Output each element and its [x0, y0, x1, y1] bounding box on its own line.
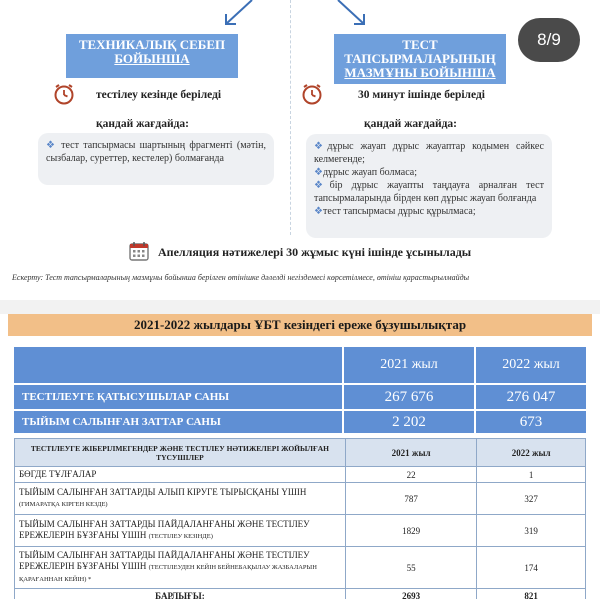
row-2021: 1829 — [346, 515, 478, 546]
heading-line: МАЗМҰНЫ БОЙЫНША — [344, 65, 496, 80]
row-2021: 22 — [346, 467, 478, 482]
list-item: ❖ тест тапсырмасы шартының фрагменті (мәтін, сызбалар, суреттер, кестелер) болмағанда — [46, 140, 266, 164]
heading-line: ТЕСТ — [402, 37, 438, 52]
row-2021: 55 — [346, 547, 478, 588]
table-row — [15, 547, 585, 589]
prohibited-2021: 2 202 — [344, 411, 476, 433]
list-item: ❖тест тапсырмасы дұрыс құрылмаса; — [314, 206, 476, 217]
technical-reason-heading — [66, 34, 238, 78]
heading-line: ТАПСЫРМАЛАРЫНЫҢ — [344, 51, 496, 66]
content-conditions-list — [306, 134, 552, 238]
participants-2022: 276 047 — [476, 385, 586, 409]
prohibited-2022: 673 — [476, 411, 586, 433]
header-empty-cell — [14, 347, 344, 383]
heading-line: БОЙЫНША — [114, 51, 190, 66]
content-conditions-title: қандай жағдайда: — [364, 118, 457, 130]
arrow-down-left-icon — [218, 0, 258, 30]
year-2022-header: 2022 жыл — [476, 347, 586, 383]
diamond-bullet-icon: ❖ — [314, 141, 328, 152]
row-2021: 787 — [346, 483, 478, 514]
participants-2021: 267 676 — [344, 385, 476, 409]
total-2022: 821 — [524, 591, 538, 599]
list-item: ❖дұрыс жауап дұрыс жауаптар кодымен сәйкес келмегенде; — [314, 141, 544, 165]
alarm-clock-icon — [52, 82, 76, 106]
column-divider — [290, 0, 291, 235]
alarm-clock-icon — [300, 82, 324, 106]
table-row — [15, 483, 585, 515]
calendar-icon — [128, 240, 150, 262]
image-separator — [0, 300, 600, 314]
technical-conditions-title: қандай жағдайда: — [96, 118, 189, 130]
arrow-down-right-icon — [332, 0, 372, 30]
row-label: ТЫЙЫМ САЛЫНҒАН ЗАТТАРДЫ ПАЙДАЛАНҒАНЫ ЖӘНЕ ТЕСТІЛЕУ ЕРЕЖЕЛЕРІН БҰЗҒАНЫ ҮШІН (ТЕСТІЛЕУ КЕЗІНДЕ) — [15, 515, 346, 546]
diamond-bullet-icon: ❖ — [314, 167, 323, 178]
prohibited-items-row — [14, 411, 586, 433]
prohibited-label: ТЫЙЫМ САЛЫНҒАН ЗАТТАР САНЫ — [14, 411, 344, 433]
diamond-bullet-icon: ❖ — [46, 140, 62, 151]
year-2021-header: 2021 жыл — [344, 347, 476, 383]
summary-header-row — [14, 347, 586, 383]
diamond-bullet-icon: ❖ — [314, 180, 330, 191]
heading-line: ТЕХНИКАЛЫҚ СЕБЕП — [78, 37, 226, 52]
technical-timing: тестілеу кезінде беріледі — [96, 89, 222, 101]
content-reason-heading — [334, 34, 506, 84]
footnote: Ескерту: Тест тапсырмаларының мазмұны бойынша берілген өтінішке дәлелді негіздемесі көрсетілмесе, өтініш қарастырылмайды — [12, 273, 470, 282]
total-label: БАРЛЫҒЫ: — [15, 589, 346, 599]
row-2022: 1 — [528, 469, 534, 480]
list-item: ❖бір дұрыс жауапты таңдауға арналған тест тапсырмаларында бірден көп дұрыс жауап болғанда — [314, 180, 544, 204]
participants-row — [14, 385, 586, 409]
content-timing: 30 минут ішінде беріледі — [358, 89, 485, 101]
row-2022: 319 — [524, 525, 538, 536]
table-row — [15, 467, 585, 483]
diamond-bullet-icon: ❖ — [314, 206, 323, 217]
appeal-results-text: Апелляция нәтижелері 30 жұмыс күні ішінде ұсынылады — [158, 245, 472, 259]
list-item: ❖дұрыс жауап болмаса; — [314, 167, 418, 178]
row-label: ТЫЙЫМ САЛЫНҒАН ЗАТТАРДЫ АЛЫП КІРУГЕ ТЫРЫСҚАНЫ ҮШІН (ГИМАРАТҚА КІРГЕН КЕЗДЕ) — [15, 483, 346, 514]
total-row — [15, 589, 585, 599]
row-2022: 174 — [524, 562, 538, 573]
excluded-header-2021: 2021 жыл — [346, 439, 478, 466]
excluded-header-row — [15, 439, 585, 467]
row-2022: 327 — [524, 493, 538, 504]
violations-table-title: 2021-2022 жылдары ҰБТ кезіндегі ереже бұзушылықтар — [8, 314, 592, 336]
page-counter-badge: 8/9 — [518, 18, 580, 62]
row-label: БӨГДЕ ТҰЛҒАЛАР — [15, 467, 346, 482]
total-2021: 2693 — [346, 589, 478, 599]
participants-label: ТЕСТІЛЕУГЕ ҚАТЫСУШЫЛАР САНЫ — [14, 385, 344, 409]
excluded-header-label: ТЕСТІЛЕУГЕ ЖІБЕРІЛМЕГЕНДЕР ЖӘНЕ ТЕСТІЛЕУ НӘТИЖЕЛЕРІ ЖОЙЫЛҒАН ТҮСУШІЛЕР — [15, 439, 346, 466]
technical-conditions-list — [38, 133, 274, 185]
table-row — [15, 515, 585, 547]
excluded-applicants-table — [14, 438, 586, 599]
row-label: ТЫЙЫМ САЛЫНҒАН ЗАТТАРДЫ ПАЙДАЛАНҒАНЫ ЖӘНЕ ТЕСТІЛЕУ ЕРЕЖЕЛЕРІН БҰЗҒАНЫ ҮШІН (ТЕСТІЛЕУДЕН КЕЙІН БЕЙНЕБАҚЫЛАУ ЖАЗБАЛАРЫН ҚАРАҒАННАН КЕЙІН) * — [15, 547, 346, 588]
excluded-header-2022: 2022 жыл — [511, 447, 551, 458]
